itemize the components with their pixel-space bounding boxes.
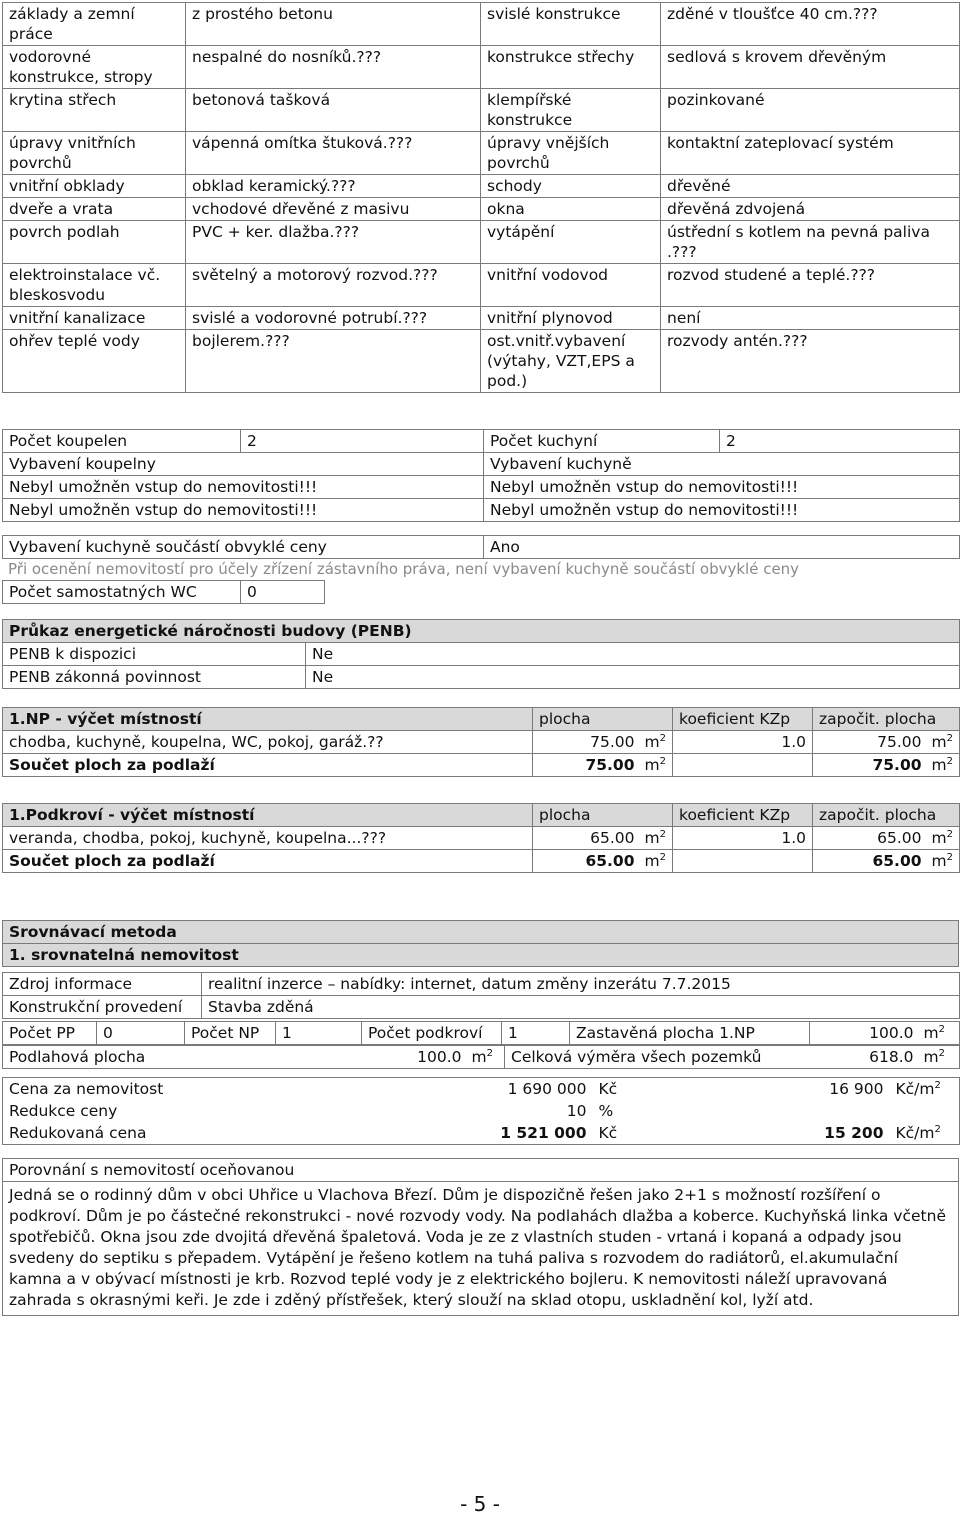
reduction-label: Redukce ceny xyxy=(3,1100,303,1122)
construction-row xyxy=(3,221,960,264)
construction-value: pozinkované xyxy=(661,89,960,132)
comparison-subtitle: 1. srovnatelná nemovitost xyxy=(3,944,959,967)
construction-value: rozvody antén.??? xyxy=(661,330,960,393)
reduced-label: Redukovaná cena xyxy=(3,1122,303,1145)
construction-label: vytápění xyxy=(481,221,661,264)
construction-label: úpravy vnějších povrchů xyxy=(481,132,661,175)
col-coef-header: koeficient KZp xyxy=(673,804,813,827)
construction-value: není xyxy=(661,307,960,330)
col-coef-header: koeficient KZp xyxy=(673,708,813,731)
construction-value: vchodové dřevěné z masivu xyxy=(186,198,481,221)
unit-m2: $m^2$ xyxy=(928,827,960,850)
construction-value: obklad keramický.??? xyxy=(186,175,481,198)
compare-table xyxy=(2,1158,959,1316)
construction-value: vápenná omítka štuková.??? xyxy=(186,132,481,175)
construction-value: betonová tašková xyxy=(186,89,481,132)
construction-label: vodorovné konstrukce, stropy xyxy=(3,46,186,89)
unit-m2: $m^2$ xyxy=(920,1046,960,1069)
room-counted: 65.00 xyxy=(813,827,928,850)
construction-label: ost.vnitř.vybavení (výtahy, VZT,EPS a pod.) xyxy=(481,330,661,393)
land-label: Celková výměra všech pozemků xyxy=(505,1046,805,1069)
construction-value: zděné v tloušťce 40 cm.??? xyxy=(661,3,960,46)
price-unit: Kč xyxy=(593,1078,773,1101)
construction-value: světelný a motorový rozvod.??? xyxy=(186,264,481,307)
floor-table-1np xyxy=(2,707,960,777)
room-area: 75.00 xyxy=(533,731,641,754)
room-area: 65.00 xyxy=(533,827,641,850)
construction-label: vnitřní obklady xyxy=(3,175,186,198)
reduction-unit: % xyxy=(598,1102,614,1120)
bath-equip-label: Vybavení koupelny xyxy=(3,453,484,476)
bath-no-access-2: Nebyl umožněn vstup do nemovitosti!!! xyxy=(3,499,484,522)
reduced-value: 1 521 000 xyxy=(303,1122,593,1145)
construction-label: ohřev teplé vody xyxy=(3,330,186,393)
construction-value: dřevěné xyxy=(661,175,960,198)
unit-m2: $m^2$ xyxy=(928,754,960,777)
np-value: 1 xyxy=(276,1022,362,1045)
empty-cell xyxy=(773,1100,890,1122)
kitchen-no-access-2: Nebyl umožněn vstup do nemovitosti!!! xyxy=(484,499,960,522)
construction-value: PVC + ker. dlažba.??? xyxy=(186,221,481,264)
col-counted-header: započit. plocha xyxy=(813,708,960,731)
bath-kitchen-table xyxy=(2,429,960,522)
pp-value: 0 xyxy=(97,1022,185,1045)
penb-available-value: Ne xyxy=(306,643,960,666)
construction-label: konstrukce střechy xyxy=(481,46,661,89)
kitchen-note: Při ocenění nemovitostí pro účely zřízení zástavního práva, není vybavení kuchyně součástí obvyklé ceny xyxy=(8,560,800,578)
construction-value: nespalné do nosníků.??? xyxy=(186,46,481,89)
reduced-per: 15 200 xyxy=(773,1122,890,1145)
price-label: Cena za nemovitost xyxy=(3,1078,303,1101)
area-table xyxy=(2,1045,960,1069)
kitchen-count-value: 2 xyxy=(720,430,960,453)
floor-table-attic xyxy=(2,803,960,873)
kitchen-part-table xyxy=(2,535,960,559)
pp-label: Počet PP xyxy=(3,1022,97,1045)
empty-cell xyxy=(673,754,813,777)
construction-label: povrch podlah xyxy=(3,221,186,264)
price-value: 1 690 000 xyxy=(303,1078,593,1101)
construction-row xyxy=(3,46,960,89)
construction-label: svislé konstrukce xyxy=(481,3,661,46)
reduced-unit: Kč xyxy=(593,1122,773,1145)
source-label: Zdroj informace xyxy=(3,973,202,996)
unit-m2: $m^2$ xyxy=(641,827,673,850)
bath-no-access-1: Nebyl umožněn vstup do nemovitosti!!! xyxy=(3,476,484,499)
source-value: realitní inzerce – nabídky: internet, datum změny inzerátu 7.7.2015 xyxy=(202,973,960,996)
construction-label: dveře a vrata xyxy=(3,198,186,221)
kitchen-part-value: Ano xyxy=(484,536,960,559)
kitchen-equip-label: Vybavení kuchyně xyxy=(484,453,960,476)
unit-m2: $m^2$ xyxy=(920,1022,960,1045)
penb-title: Průkaz energetické náročnosti budovy (PENB) xyxy=(3,620,960,643)
counts-table xyxy=(2,1021,960,1045)
wc-value: 0 xyxy=(241,581,325,604)
floor-sum-label: Součet ploch za podlaží xyxy=(3,850,533,873)
room-coef: 1.0 xyxy=(673,827,813,850)
construction-row xyxy=(3,307,960,330)
kitchen-part-label: Vybavení kuchyně součástí obvyklé ceny xyxy=(3,536,484,559)
construction-label: úpravy vnitřních povrchů xyxy=(3,132,186,175)
construction-row xyxy=(3,330,960,393)
floor-title: 1.Podkroví - výčet místností xyxy=(3,804,533,827)
penb-available-label: PENB k dispozici xyxy=(3,643,306,666)
reduction-value: 10 xyxy=(566,1102,587,1120)
construction-value: kontaktní zateplovací systém xyxy=(661,132,960,175)
penb-mandatory-value: Ne xyxy=(306,666,960,689)
floor-area-value: 100.0 xyxy=(353,1046,468,1069)
room-list: veranda, chodba, pokoj, kuchyně, koupelna...??? xyxy=(3,827,533,850)
penb-table xyxy=(2,619,960,689)
col-counted-header: započit. plocha xyxy=(813,804,960,827)
construction-value: rozvod studené a teplé.??? xyxy=(661,264,960,307)
built-value: 100.0 xyxy=(810,1022,920,1045)
construction-label: elektroinstalace vč. bleskosvodu xyxy=(3,264,186,307)
attic-value: 1 xyxy=(502,1022,570,1045)
unit-m2: $m^2$ xyxy=(641,731,673,754)
construction-label: krytina střech xyxy=(3,89,186,132)
construction-label: vnitřní plynovod xyxy=(481,307,661,330)
construction-row xyxy=(3,89,960,132)
unit-m2: $m^2$ xyxy=(928,731,960,754)
construct-label: Konstrukční provedení xyxy=(3,996,202,1019)
comparison-title: Srovnávací metoda xyxy=(3,921,959,944)
construction-value: z prostého betonu xyxy=(186,3,481,46)
construction-row xyxy=(3,264,960,307)
construction-label: klempířské konstrukce xyxy=(481,89,661,132)
construct-value: Stavba zděná xyxy=(202,996,960,1019)
floor-title: 1.NP - výčet místností xyxy=(3,708,533,731)
col-area-header: plocha xyxy=(533,804,673,827)
unit-m2: $m^2$ xyxy=(641,850,673,873)
bath-count-value: 2 xyxy=(241,430,484,453)
construction-label: vnitřní kanalizace xyxy=(3,307,186,330)
built-label: Zastavěná plocha 1.NP xyxy=(570,1022,810,1045)
floor-sum-counted: 75.00 xyxy=(813,754,928,777)
construction-label: schody xyxy=(481,175,661,198)
source-table xyxy=(2,972,960,1019)
price-per: 16 900 xyxy=(773,1078,890,1101)
page-number: - 5 - xyxy=(460,1492,500,1516)
empty-cell xyxy=(673,850,813,873)
floor-sum-area: 65.00 xyxy=(533,850,641,873)
construction-label: okna xyxy=(481,198,661,221)
construction-row xyxy=(3,3,960,46)
construction-value: svislé a vodorovné potrubí.??? xyxy=(186,307,481,330)
floor-area-label: Podlahová plocha xyxy=(3,1046,353,1069)
wc-label: Počet samostatných WC xyxy=(3,581,241,604)
construction-value: ústřední s kotlem na pevná paliva .??? xyxy=(661,221,960,264)
floor-sum-counted: 65.00 xyxy=(813,850,928,873)
bath-count-label: Počet koupelen xyxy=(3,430,241,453)
compare-label: Porovnání s nemovitostí oceňovanou xyxy=(3,1159,959,1182)
kitchen-count-label: Počet kuchyní xyxy=(484,430,720,453)
construction-value: dřevěná zdvojená xyxy=(661,198,960,221)
comparison-header-table xyxy=(2,920,959,967)
attic-label: Počet podkroví xyxy=(362,1022,502,1045)
col-area-header: plocha xyxy=(533,708,673,731)
penb-mandatory-label: PENB zákonná povinnost xyxy=(3,666,306,689)
construction-row xyxy=(3,198,960,221)
construction-value: bojlerem.??? xyxy=(186,330,481,393)
room-counted: 75.00 xyxy=(813,731,928,754)
price-per-unit: $Kč/m^2$ xyxy=(890,1078,960,1101)
construction-value: sedlová s krovem dřevěným xyxy=(661,46,960,89)
room-list: chodba, kuchyně, koupelna, WC, pokoj, garáž.?? xyxy=(3,731,533,754)
unit-m2: $m^2$ xyxy=(928,850,960,873)
unit-m2: $m^2$ xyxy=(468,1046,505,1069)
kitchen-no-access-1: Nebyl umožněn vstup do nemovitosti!!! xyxy=(484,476,960,499)
land-value: 618.0 xyxy=(805,1046,920,1069)
construction-label: vnitřní vodovod xyxy=(481,264,661,307)
np-label: Počet NP xyxy=(185,1022,276,1045)
unit-m2: $m^2$ xyxy=(641,754,673,777)
construction-label: základy a zemní práce xyxy=(3,3,186,46)
room-coef: 1.0 xyxy=(673,731,813,754)
price-table xyxy=(2,1077,960,1145)
empty-cell xyxy=(890,1100,960,1122)
floor-sum-area: 75.00 xyxy=(533,754,641,777)
construction-row xyxy=(3,175,960,198)
reduced-per-unit: $Kč/m^2$ xyxy=(890,1122,960,1145)
construction-table xyxy=(2,2,960,393)
floor-sum-label: Součet ploch za podlaží xyxy=(3,754,533,777)
construction-row xyxy=(3,132,960,175)
compare-text: Jedná se o rodinný dům v obci Uhřice u Vlachova Březí. Dům je dispozičně řešen jako 2+1 s možností rozšíření o podkroví. Dům je po částečné rekonstrukci - nové rozvody vody. Na podlahách dlažba a koberce. Kuchyňská linka včetně spotřebičů. Okna jsou zde dvojitá dřevěná špaletová. Voda je ze z vlastních studen - vrtaná i kopaná a odpady jsou svedeny do septiku s přepadem. Vytápění je řešeno kotlem na tuhá paliva s rozvodem do radiátorů, el.akumulační kamna a v obývací místnosti je krb. Rozvod teplé vody je z elektrického bojleru. K nemovitosti náleží upravovaná zahrada s okrasnými keři. Je zde i zděný přístřešek, který slouží na sklad otopu, uskladnění kol, lyží atd. xyxy=(3,1182,959,1316)
wc-table xyxy=(2,580,325,604)
